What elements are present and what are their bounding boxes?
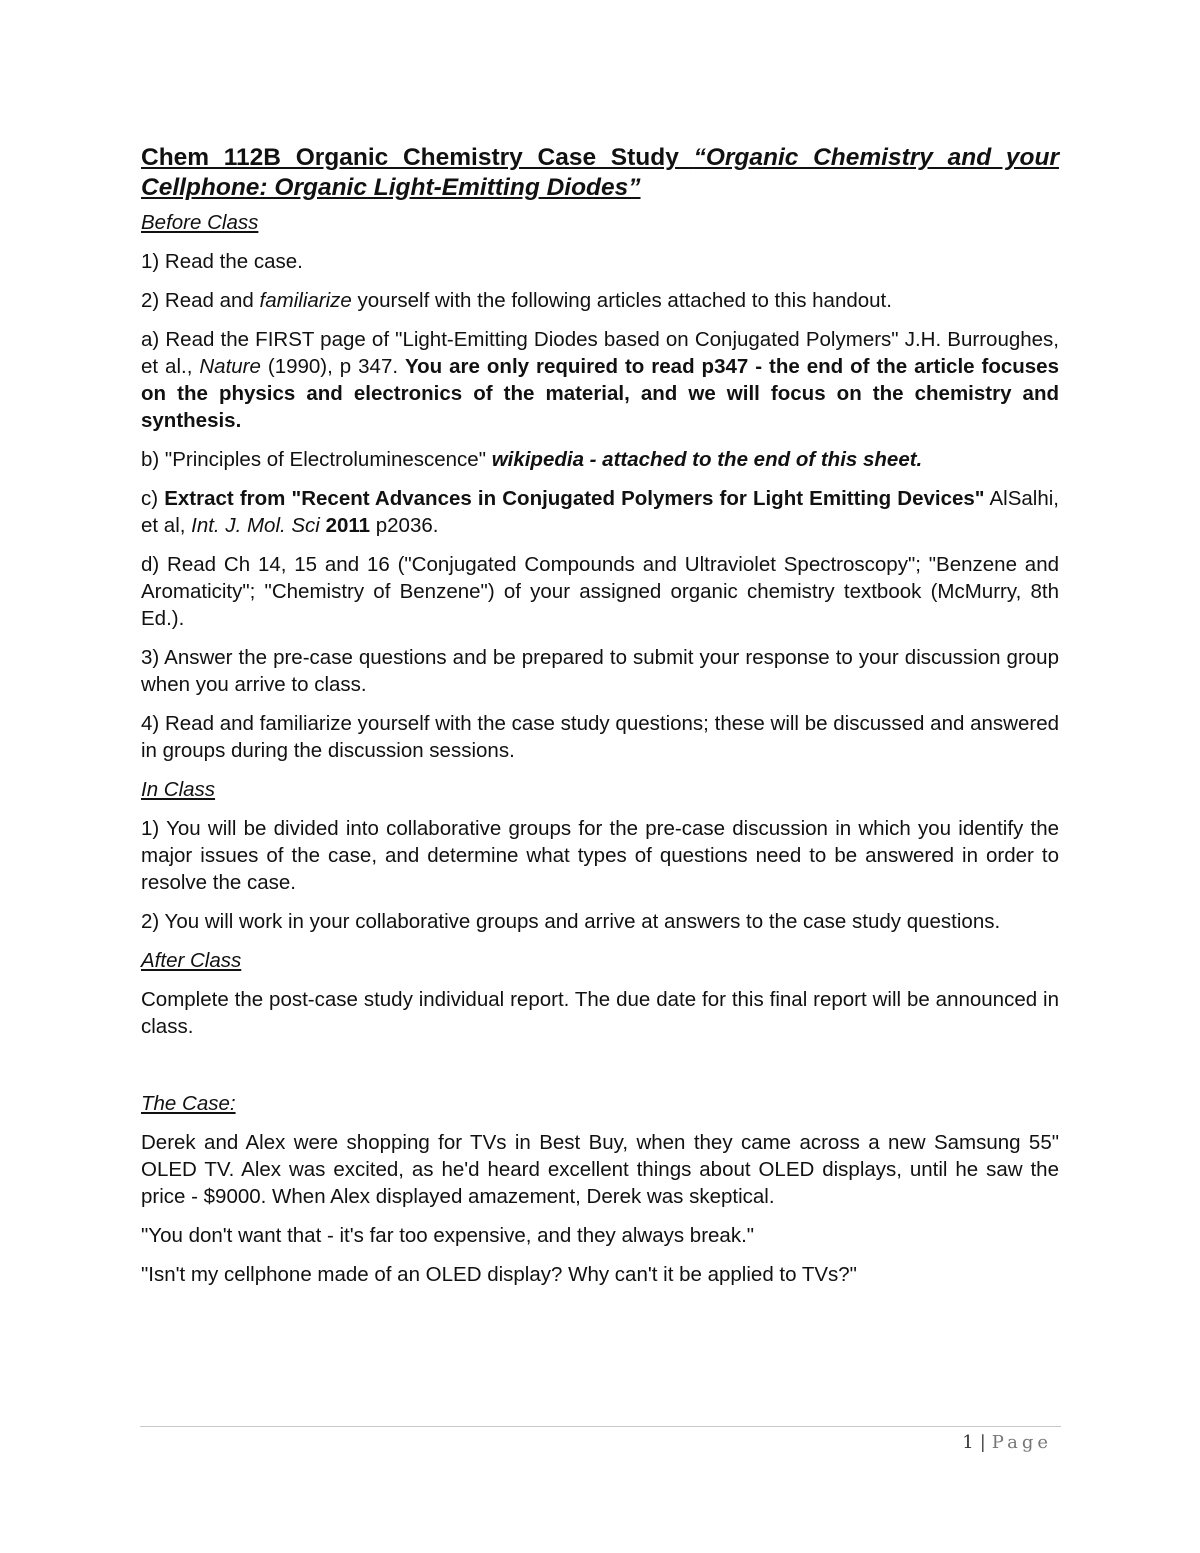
article-a-journal: Nature	[199, 355, 261, 378]
before-class-item-1: 1) Read the case.	[141, 250, 303, 273]
page-label: Page	[991, 1432, 1052, 1453]
after-class-text: Complete the post-case study individual report. The due date for this final report will be announced in class.	[141, 988, 1059, 1038]
title-main: Chem 112B Organic Chemistry Case Study	[141, 144, 694, 171]
document-title	[141, 143, 1059, 203]
before-class-heading: Before Class	[141, 211, 259, 234]
page-number: 1	[962, 1432, 974, 1453]
before-class-item-4: 4) Read and familiarize yourself with the case study questions; these will be discussed and answered in groups during the discussion sessions.	[141, 712, 1059, 762]
the-case-paragraph: Derek and Alex were shopping for TVs in Best Buy, when they came across a new Samsung 55" OLED TV. Alex was excited, as he'd heard excellent things about OLED displays, until he saw the price - $9000. When Alex displayed amazement, Derek was skeptical.	[141, 1131, 1059, 1208]
article-c	[141, 485, 1059, 539]
article-b-text: b) "Principles of Electroluminescence"	[141, 448, 492, 471]
in-class-item-1: 1) You will be divided into collaborative groups for the pre-case discussion in which you identify the major issues of the case, and determine what types of questions need to be answered in order to resolve the case.	[141, 817, 1059, 894]
article-a	[141, 326, 1059, 434]
the-case-quote-1: "You don't want that - it's far too expensive, and they always break."	[141, 1224, 755, 1247]
before-class-item-3: 3) Answer the pre-case questions and be prepared to submit your response to your discussion group when you arrive to class.	[141, 646, 1059, 696]
article-c-authors: AlSalhi, et al,	[141, 487, 1059, 537]
article-c-journal: Int. J. Mol. Sci	[191, 514, 320, 537]
in-class-heading: In Class	[141, 778, 216, 801]
section-spacer	[141, 1052, 1059, 1090]
item2-text-pre: 2) Read and	[141, 289, 260, 312]
title-subtitle: “Organic Chemistry and your Cellphone: Organic Light-Emitting Diodes”	[141, 144, 1059, 201]
item2-text-post: yourself with the following articles attached to this handout.	[351, 289, 892, 312]
article-b	[141, 446, 1059, 473]
article-c-year: 2011	[325, 514, 371, 537]
item2-text-emphasis: familiarize	[259, 289, 352, 312]
the-case-heading: The Case:	[141, 1092, 236, 1115]
article-a-citation: (1990), p 347.	[260, 355, 405, 378]
article-a-note: You are only required to read p347 - the end of the article focuses on the physics and electronics of the material, and we will focus on the chemistry and synthesis.	[141, 355, 1059, 432]
article-c-title: Extract from "Recent Advances in Conjugated Polymers for Light Emitting Devices"	[164, 487, 985, 510]
article-b-note: wikipedia - attached to the end of this sheet.	[491, 448, 923, 471]
article-c-pages: p2036.	[370, 514, 439, 537]
the-case-quote-2: "Isn't my cellphone made of an OLED display? Why can't it be applied to TVs?"	[141, 1263, 857, 1286]
article-d: d) Read Ch 14, 15 and 16 ("Conjugated Compounds and Ultraviolet Spectroscopy"; "Benzene and Aromaticity"; "Chemistry of Benzene") of your assigned organic chemistry textbook (McMurry, 8th Ed.).	[141, 553, 1059, 630]
footer-divider	[140, 1426, 1061, 1427]
article-c-label: c)	[141, 487, 165, 510]
in-class-item-2: 2) You will work in your collaborative groups and arrive at answers to the case study questions.	[141, 910, 1001, 933]
footer-separator: |	[979, 1432, 986, 1453]
after-class-heading: After Class	[141, 949, 242, 972]
article-a-text: a) Read the FIRST page of "Light-Emitting Diodes based on Conjugated Polymers" J.H. Burroughes, et al.,	[141, 328, 1059, 378]
before-class-item-2	[141, 287, 1059, 314]
page-footer	[962, 1432, 1052, 1453]
document-body	[141, 143, 1059, 1300]
